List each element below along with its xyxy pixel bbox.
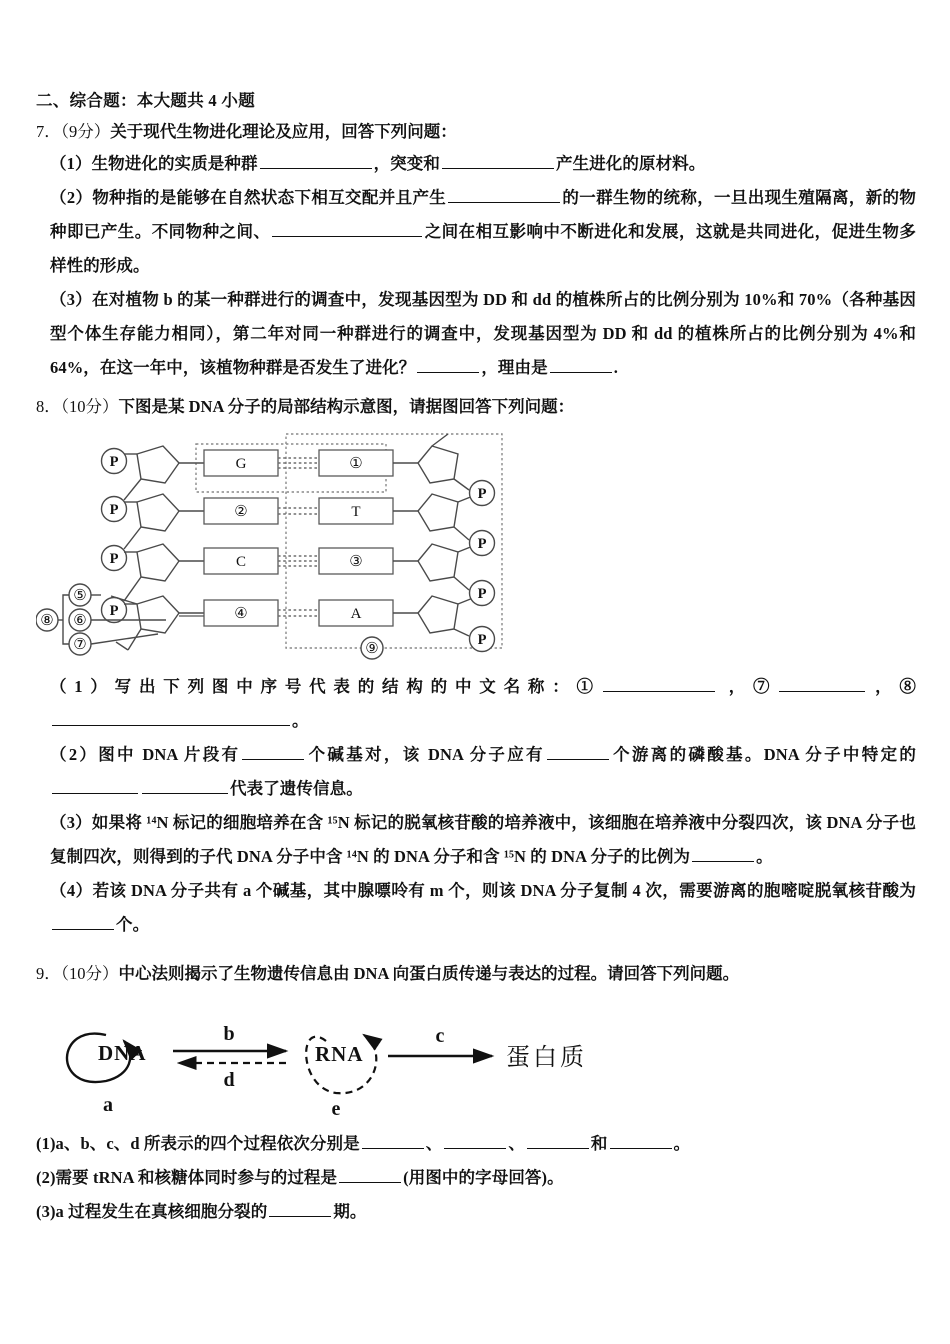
q7p1-seg-0: 生物进化的实质是种群 [91,154,258,173]
left-deoxyribose-group [137,446,179,633]
q8p2-seg-0: 图中 DNA 片段有 [98,745,241,764]
hydrogen-bonds [278,458,319,616]
q8p1-blank-2[interactable] [779,676,865,692]
q8p1-blank-1[interactable] [603,676,715,692]
question-8-text: 下图是某 DNA 分子的局部结构示意图，请据图回答下列问题： [118,397,575,416]
question-7-part-1 [36,147,916,181]
question-9-part-1 [36,1127,916,1161]
question-7-stem [36,116,916,147]
q8p1-seg-0: 写出下列图中序号代表的结构的中文名称：① [114,677,601,696]
q8p1-seg-3: 。 [292,711,309,730]
process-label-e: e [331,1098,341,1120]
q7p1-blank-2[interactable] [442,153,554,169]
q9p2-seg-0: 需要 tRNA 和核糖体同时参与的过程是 [55,1168,338,1187]
q8p1-seg-1: ，⑦ [716,677,778,696]
right-phosphate-group [470,481,495,652]
q8p4-seg-0: 若该 DNA 分子共有 a 个碱基，其中腺嘌呤有 m 个，则该 DNA 分子复制 4 次，需要游离的胞嘧啶脱氧核苷酸为 [92,881,916,900]
deoxyribose-icon [418,544,458,581]
q9p1-blank-3[interactable] [527,1133,589,1149]
process-label-b: b [223,1023,235,1045]
q8p2-seg-2: 个游离的磷酸基。DNA 分子中特定的 [610,745,917,764]
q9p1-seg-4: 。 [673,1134,691,1153]
deoxyribose-icon [137,596,179,633]
q7p1-seg-2: 产生进化的原材料。 [555,154,706,173]
deoxyribose-icon [418,446,458,483]
question-8-dot: ． [44,397,61,416]
question-7-part-2 [36,181,916,283]
question-8-part-1 [36,670,916,738]
q7p3-seg-1: ，理由是 [481,358,548,377]
q9p3-label: (3) [36,1202,56,1221]
q9p1-blank-1[interactable] [362,1133,424,1149]
q7p3-label: （3） [50,290,93,309]
node-protein: 蛋白质 [506,1044,587,1071]
callout-9-group [361,637,383,659]
q8p4-seg-1: 个。 [116,915,150,934]
process-label-a: a [103,1094,113,1116]
q7p2-seg-0: 物种指的是能够在自然状态下相互交配并且产生 [92,188,447,207]
base-label-right-2: ③ [349,554,363,570]
process-label-d: d [223,1069,235,1091]
q8p3-blank-1[interactable] [692,846,754,862]
question-7-score: （9分） [60,122,111,141]
callout-group [36,584,166,655]
node-dna: DNA [98,1041,147,1065]
q8p2-seg-3: 代表了遗传信息。 [230,779,363,798]
dna-structure-svg [36,428,916,666]
right-base-boxes [319,450,393,626]
phosphate-label: P [477,536,487,552]
q8p3-seg-0: 如果将 ¹⁴N 标记的细胞培养在含 ¹⁵N 标记的脱氧核苷酸的培养液中，该细胞在培养液中分裂四次，该 DNA 分子也复制四次，则得到的子代 DNA 分子中含 ¹⁴N 的 DNA 分子和含 ¹⁵N 的 DNA 分子的比例为 [50,813,916,866]
q8p2-blank-4[interactable] [142,778,228,794]
question-8-part-2 [36,738,916,806]
q9p1-seg-0: a、b、c、d 所表示的四个过程依次分别是 [55,1134,360,1153]
central-dogma-svg [36,993,916,1121]
base-label-left-0: G [235,456,247,472]
question-8-score: （10分） [60,397,119,416]
q7p3-blank-2[interactable] [550,357,612,373]
q7p1-blank-1[interactable] [260,153,372,169]
dna-structure-figure [36,428,916,666]
question-8-stem [36,391,916,422]
callout-bracket [63,595,69,644]
q8p3-label: （3） [50,813,92,832]
q8p1-label: （1） [50,677,115,696]
question-9-text: 中心法则揭示了生物遗传信息由 DNA 向蛋白质传递与表达的过程。请回答下列问题。 [118,964,740,983]
q9p2-blank-1[interactable] [339,1167,401,1183]
q7p3-blank-1[interactable] [417,357,479,373]
base-label-left-3: ④ [234,606,248,622]
callout-6-label: ⑥ [73,613,87,629]
q8p2-blank-3[interactable] [52,778,138,794]
question-8-part-3 [36,806,916,874]
q8p1-seg-2: ，⑧ [867,677,916,696]
question-9-part-3 [36,1195,916,1229]
phosphate-label: P [109,551,119,567]
q8p2-seg-1: 个碱基对，该 DNA 分子应有 [306,745,545,764]
right-base-linkers [393,463,418,613]
base-label-right-3: A [350,606,362,622]
q7p1-seg-1: ，突变和 [373,154,440,173]
section-heading: 二、综合题：本大题共 4 小题 [36,91,255,110]
question-9-number: 9 [36,964,45,983]
phosphate-label: P [109,603,119,619]
deoxyribose-icon [137,446,179,483]
q8p2-blank-1[interactable] [242,744,304,760]
phosphate-label: P [477,632,487,648]
deoxyribose-icon [137,494,179,531]
question-9-part-2 [36,1161,916,1195]
deoxyribose-icon [418,494,458,531]
deoxyribose-icon [137,544,179,581]
phosphate-label: P [477,486,487,502]
q7p2-blank-1[interactable] [448,187,560,203]
q7p2-seg-1: 的一群生物的统称，一旦出现生殖隔离，新的物种即已产生。不同物种之间、 [50,188,916,241]
q7p2-blank-2[interactable] [272,221,422,237]
right-deoxyribose-group [418,446,458,633]
base-label-right-1: T [351,504,361,520]
q8p1-blank-3[interactable] [52,710,290,726]
question-7-text: 关于现代生物进化理论及应用，回答下列问题： [110,122,457,141]
q8p4-label: （4） [50,881,93,900]
q8p2-blank-2[interactable] [547,744,609,760]
question-9-dot: ． [44,964,61,983]
left-base-linkers [179,463,204,616]
q7p2-seg-2: 之间在相互影响中不断进化和发展，这就是共同进化，促进生物多样性的形成。 [50,222,916,275]
question-8-part-4 [36,874,916,942]
question-8-number: 8 [36,397,45,416]
q9p1-blank-2[interactable] [444,1133,506,1149]
central-dogma-figure [36,993,916,1121]
q9p3-seg-0: a 过程发生在真核细胞分裂的 [55,1202,268,1221]
q9p1-label: (1) [36,1134,56,1153]
callout-8-label: ⑧ [40,613,54,629]
left-base-boxes [204,450,278,626]
callout-7-label: ⑦ [73,637,87,653]
page-content [36,88,916,1229]
spacer [36,942,916,958]
q9p3-blank-1[interactable] [269,1201,331,1217]
phosphate-label: P [109,502,119,518]
q7p3-seg-0: 在对植物 b 的某一种群进行的调查中，发现基因型为 DD 和 dd 的植株所占的比例分别为 10%和 70%（各种基因型个体生存能力相同），第二年对同一种群进行的调查中，发现基因型为 DD 和 dd 的植株所占的比例分别为 4%和 64%，在这一年中，该植物种群是否发生了进化？ [50,290,916,377]
deoxyribose-icon [418,596,458,633]
q8p3-seg-1: 。 [756,847,773,866]
q9p1-seg-3: 和 [590,1134,608,1153]
process-label-c: c [435,1025,445,1047]
question-7-part-3 [36,283,916,385]
question-9-stem [36,958,916,989]
q7p1-label: （1） [50,154,92,173]
q9p1-seg-2: 、 [508,1134,525,1153]
base-label-right-0: ① [349,456,363,472]
question-7-dot: ． [44,122,61,141]
callout-9-label: ⑨ [365,641,379,657]
q7p3-seg-2: . [613,358,618,377]
node-rna: RNA [315,1042,364,1066]
question-9-score: （10分） [60,964,119,983]
q7p2-label: （2） [50,188,93,207]
callout-5-label: ⑤ [73,588,87,604]
phosphate-label: P [109,454,119,470]
q9p2-label: (2) [36,1168,56,1187]
q9p3-seg-1: 期。 [333,1202,367,1221]
q9p1-seg-1: 、 [425,1134,443,1153]
q8p4-blank-1[interactable] [52,914,114,930]
question-7-number: 7 [36,122,45,141]
q9p2-seg-1: (用图中的字母回答)。 [403,1168,564,1187]
base-label-left-1: ② [234,504,248,520]
phosphate-label: P [477,586,487,602]
q9p1-blank-4[interactable] [610,1133,672,1149]
base-label-left-2: C [235,554,247,570]
q8p2-label: （2） [50,745,99,764]
